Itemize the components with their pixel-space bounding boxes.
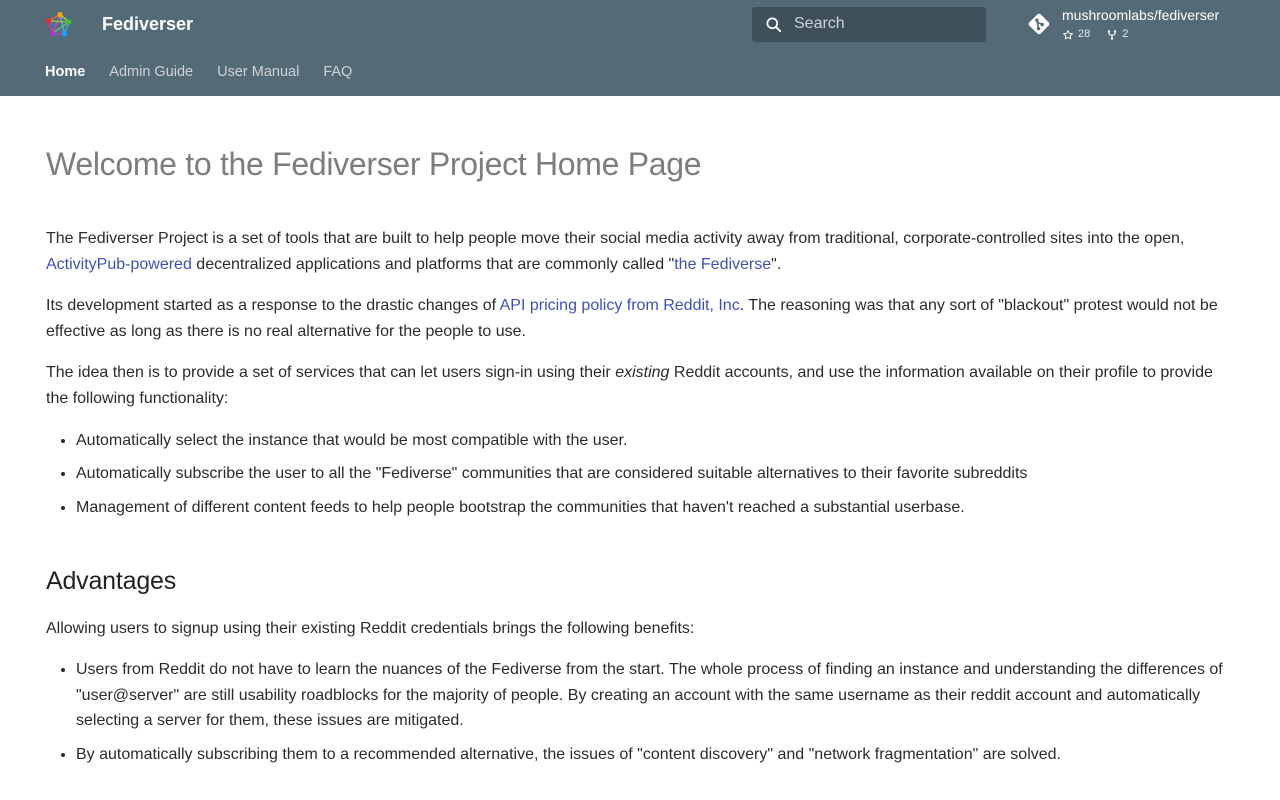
advantages-intro: Allowing users to signup using their existing Reddit credentials brings the following benefits:: [46, 619, 695, 637]
search-box[interactable]: [752, 7, 986, 42]
list-item: • By automatically subscribing them to a recommended alternative, the issues of "content discovery" and "network fragmentation" are solved.: [76, 742, 1234, 768]
section-title-advantages: Advantages: [46, 567, 177, 596]
tab-home[interactable]: Home: [45, 64, 86, 80]
page-title: Welcome to the Fediverser Project Home Page: [46, 146, 702, 182]
repo-forks: 2: [1122, 28, 1129, 41]
git-repo-icon: [1026, 11, 1052, 37]
repo-stars: 28: [1078, 28, 1091, 41]
fork-icon: [1106, 29, 1118, 41]
inline-link[interactable]: API pricing policy from Reddit, Inc: [499, 297, 740, 315]
search-input[interactable]: [752, 7, 986, 42]
list-item: • Management of different content feeds to help people bootstrap the communities that haven't reached a substantial userbase.: [76, 495, 1234, 521]
repo-facts: [1062, 28, 1219, 42]
star-icon: [1062, 29, 1074, 41]
list-item: • Automatically select the instance that would be most compatible with the user.: [76, 428, 1234, 454]
intro-paragraph-2: Its development started as a response to the drastic changes of API pricing policy from Reddit, Inc. The reasoning was that any sort of "blackout" protest would not be effective as long as there is no real alternative for the people to use.: [46, 297, 1218, 340]
list-item: • Automatically subscribe the user to all the "Fediverse" communities that are considered suitable alternatives to their favorite subreddits: [76, 461, 1234, 487]
fediverse-logo-icon[interactable]: [44, 10, 72, 38]
benefits-list: [46, 657, 1234, 767]
tab-faq[interactable]: FAQ: [323, 64, 353, 80]
tab-admin-guide[interactable]: Admin Guide: [109, 64, 194, 80]
header-top-row: [0, 0, 1280, 48]
emphasis-text: existing: [615, 364, 670, 382]
intro-paragraph-1: The Fediverser Project is a set of tools that are built to help people move their social media activity away from traditional, corporate-controlled sites into the open, ActivityPub-powered decentralized applications and platforms that are commonly called "the Fediverse".: [46, 230, 1185, 273]
features-list: [46, 428, 1234, 521]
app-header: [0, 0, 1280, 96]
inline-link[interactable]: the Fediverse: [674, 255, 772, 273]
tab-user-manual[interactable]: User Manual: [217, 64, 300, 80]
repo-info: [1062, 6, 1219, 42]
repo-name: mushroomlabs/fediverser: [1062, 7, 1220, 24]
list-item: • Users from Reddit do not have to learn the nuances of the Fediverse from the start. The whole process of finding an instance and understanding the differences of "user@server" are still usability roadblocks for the majority of people. By creating an account with the same username as their reddit account and automatically selecting a server for them, these issues are mitigated.: [76, 657, 1234, 734]
page-content: [0, 144, 1280, 768]
site-title[interactable]: Fediverser: [102, 13, 194, 34]
nav-tabs: [0, 48, 1280, 96]
intro-paragraph-3: The idea then is to provide a set of services that can let users sign-in using their existing Reddit accounts, and use the information available on their profile to provide the following functionality:: [46, 364, 1213, 407]
inline-link[interactable]: ActivityPub-powered: [46, 255, 192, 273]
repo-link[interactable]: [1026, 6, 1236, 42]
